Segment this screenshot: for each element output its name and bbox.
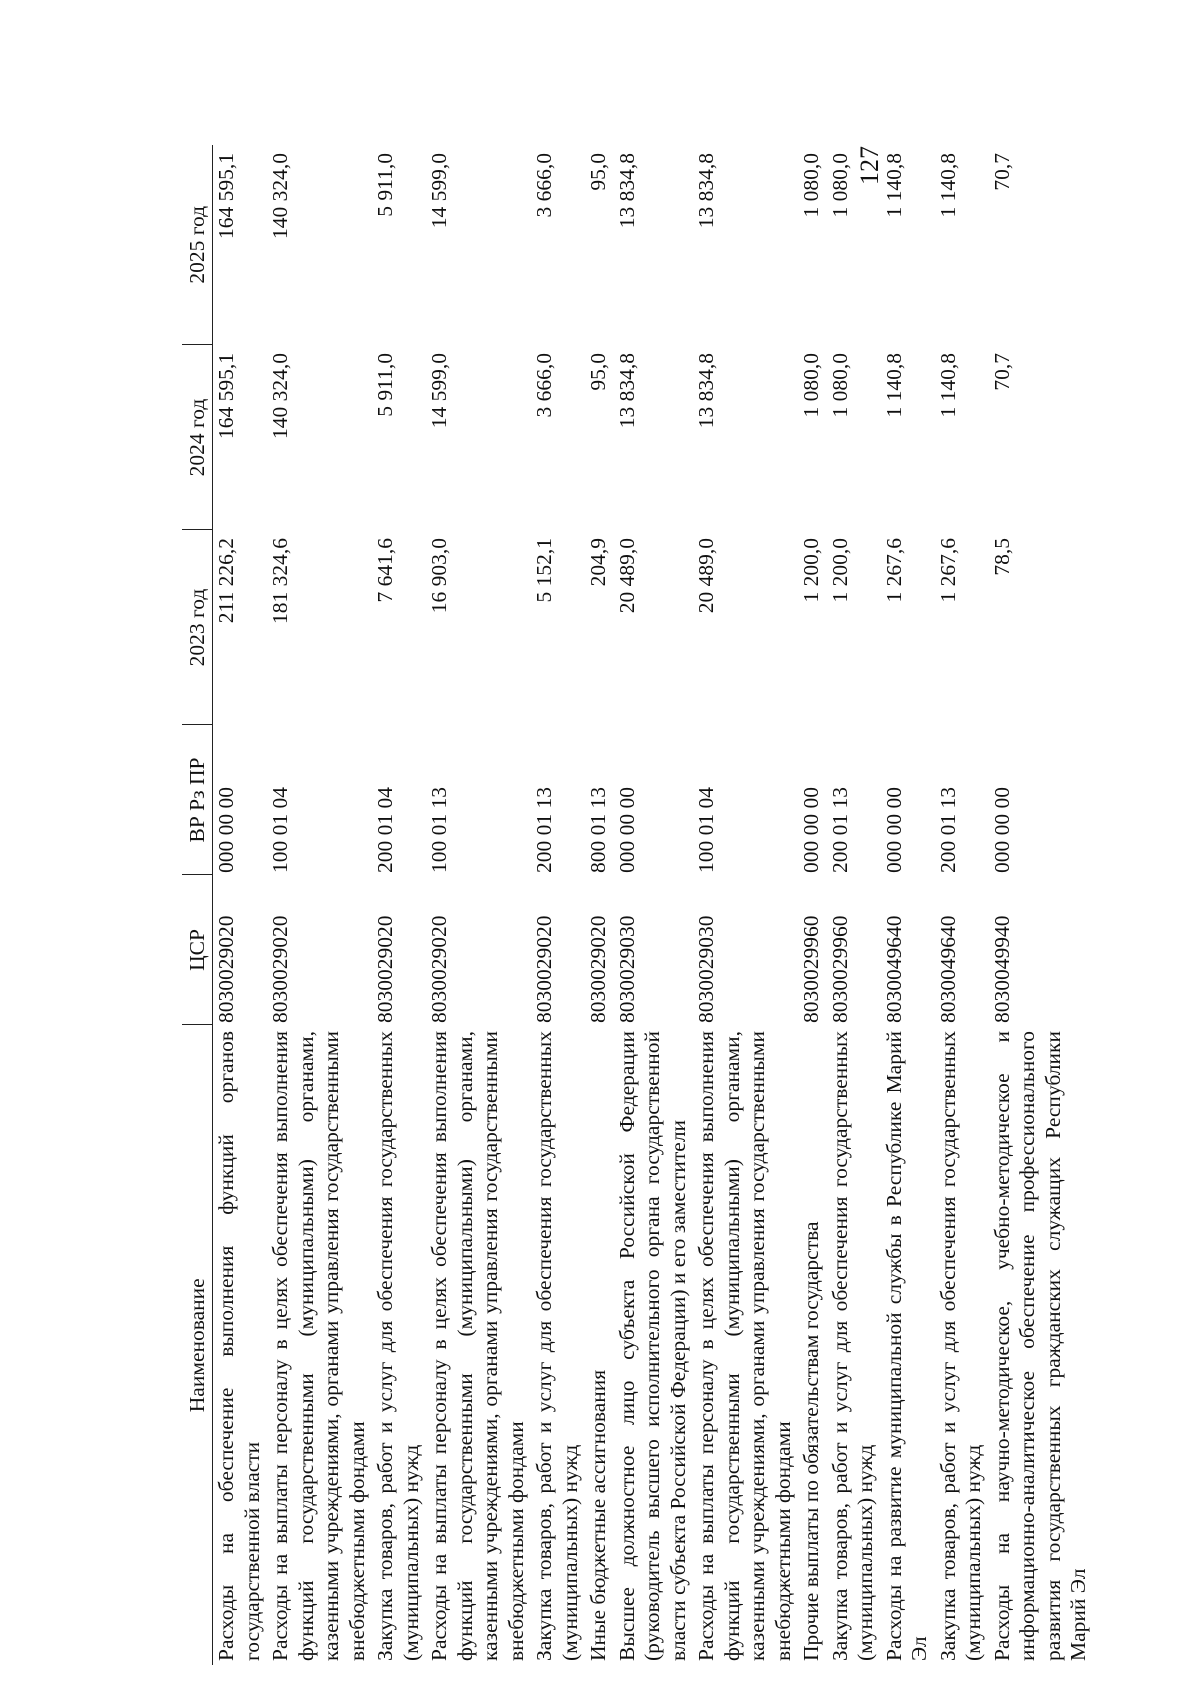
- table-row: [798, 145, 827, 1665]
- row-value-2023: 1 267,6: [881, 538, 906, 603]
- row-value-2025: 14 599,0: [427, 153, 451, 229]
- header-2025: 2025 год: [182, 145, 213, 345]
- row-name: Закупка товаров, работ и услуг для обеспечения государственных (муниципальных) нужд: [373, 1031, 423, 1661]
- table-row: [827, 145, 881, 1665]
- row-value-2024: 164 595,1: [214, 353, 238, 439]
- row-value-2024: 70,7: [989, 353, 1014, 391]
- row-value-2025: 95,0: [586, 153, 610, 191]
- row-value-2023: 1 200,0: [799, 538, 823, 603]
- row-csr: 8030029030: [614, 915, 639, 1023]
- row-name: Иные бюджетные ассигнования: [586, 1369, 610, 1661]
- table-body: [213, 145, 1094, 1665]
- row-value-2025: 13 834,8: [694, 153, 718, 229]
- row-name: Закупка товаров, работ и услуг для обеспечения государственных (муниципальных) нужд: [532, 1031, 582, 1661]
- table-row: [585, 145, 614, 1665]
- row-value-2024: 13 834,8: [614, 353, 639, 429]
- row-name: Закупка товаров, работ и услуг для обеспечения государственных (муниципальных) нужд: [935, 1031, 985, 1661]
- header-csr: ЦСР: [182, 875, 213, 1025]
- row-csr: 8030029020: [214, 915, 238, 1023]
- row-codes: 100 01 13: [427, 787, 451, 873]
- table-row: [693, 145, 798, 1665]
- table-row: [372, 145, 426, 1665]
- row-codes: 000 00 00: [799, 787, 823, 873]
- row-value-2023: 1 267,6: [935, 538, 960, 603]
- table-row: [989, 145, 1094, 1665]
- table-row: [213, 145, 268, 1665]
- row-csr: 8030029020: [427, 915, 451, 1023]
- row-value-2024: 5 911,0: [373, 353, 397, 417]
- row-csr: 8030029020: [373, 915, 397, 1023]
- row-value-2025: 13 834,8: [614, 153, 639, 229]
- row-codes: 200 01 13: [935, 787, 960, 873]
- row-value-2025: 140 324,0: [268, 153, 292, 239]
- row-value-2024: 1 140,8: [935, 353, 960, 418]
- row-value-2024: 1 080,0: [799, 353, 823, 418]
- row-codes: 100 01 04: [268, 787, 292, 873]
- budget-table-container: [182, 145, 1094, 1665]
- row-value-2025: 164 595,1: [214, 153, 238, 239]
- row-csr: 8030029030: [694, 915, 718, 1023]
- table-row: [531, 145, 585, 1665]
- header-vr-rz-pr: ВР Рз ПР: [182, 725, 213, 875]
- row-csr: 8030049640: [935, 915, 960, 1023]
- row-csr: 8030029020: [532, 915, 556, 1023]
- header-name: Наименование: [182, 1025, 213, 1665]
- row-name: Расходы на научно-методическое, учебно-методическое и информационно-аналитическое обеспечение профессионального развития государственных гражданских служащих Республики Марий Эл: [989, 1031, 1090, 1661]
- row-codes: 000 00 00: [881, 787, 906, 873]
- row-value-2025: 1 140,8: [935, 153, 960, 218]
- page-number: 127: [855, 146, 884, 185]
- row-csr: 8030029020: [586, 915, 610, 1023]
- row-value-2023: 181 324,6: [268, 538, 292, 624]
- row-codes: 200 01 13: [532, 787, 556, 873]
- row-name: Расходы на выплаты персоналу в целях обеспечения выполнения функций государственными (муниципальными) органами, казенными учреждениями, органами управления государственными внебюджетными фондами: [694, 1031, 795, 1661]
- header-2023: 2023 год: [182, 530, 213, 725]
- row-codes: 000 00 00: [614, 787, 639, 873]
- row-value-2024: 1 080,0: [827, 353, 852, 418]
- row-value-2024: 14 599,0: [427, 353, 451, 429]
- row-name: Расходы на развитие муниципальной службы в Республике Марий Эл: [881, 1031, 931, 1661]
- row-name: Прочие выплаты по обязательствам государства: [799, 1221, 823, 1661]
- row-codes: 000 00 00: [214, 787, 238, 873]
- row-name: Расходы на выплаты персоналу в целях обеспечения выполнения функций государственными (муниципальными) органами, казенными учреждениями, органами управления государственными внебюджетными фондами: [427, 1031, 528, 1661]
- table-row: [426, 145, 531, 1665]
- row-value-2023: 204,9: [586, 538, 610, 587]
- row-value-2023: 5 152,1: [532, 538, 556, 603]
- row-csr: 8030049640: [881, 915, 906, 1023]
- row-value-2025: 70,7: [989, 153, 1014, 191]
- table-row: [614, 145, 694, 1665]
- row-codes: 200 01 04: [373, 787, 397, 873]
- row-csr: 8030029960: [799, 915, 823, 1023]
- row-value-2023: 7 641,6: [373, 538, 397, 603]
- row-value-2023: 16 903,0: [427, 538, 451, 614]
- row-value-2025: 5 911,0: [373, 153, 397, 217]
- row-name: Закупка товаров, работ и услуг для обеспечения государственных (муниципальных) нужд: [827, 1031, 877, 1661]
- row-value-2025: 1 080,0: [827, 153, 852, 218]
- row-csr: 8030029020: [268, 915, 292, 1023]
- row-csr: 8030049940: [989, 915, 1014, 1023]
- table-row: [267, 145, 372, 1665]
- row-value-2024: 3 666,0: [532, 353, 556, 418]
- row-name: Расходы на обеспечение выполнения функций органов государственной власти: [214, 1031, 264, 1661]
- table-row: [935, 145, 989, 1665]
- row-value-2024: 13 834,8: [694, 353, 718, 429]
- row-name: Расходы на выплаты персоналу в целях обеспечения выполнения функций государственными (муниципальными) органами, казенными учреждениями, органами управления государственными внебюджетными фондами: [268, 1031, 369, 1661]
- row-value-2024: 1 140,8: [881, 353, 906, 418]
- row-value-2025: 1 080,0: [799, 153, 823, 218]
- row-value-2025: 3 666,0: [532, 153, 556, 218]
- row-value-2025: 1 140,8: [881, 153, 906, 218]
- table-row: [881, 145, 935, 1665]
- row-value-2023: 211 226,2: [214, 538, 238, 624]
- row-value-2024: 95,0: [586, 353, 610, 391]
- row-csr: 8030029960: [827, 915, 852, 1023]
- table-header-row: [182, 145, 213, 1665]
- row-codes: 000 00 00: [989, 787, 1014, 873]
- row-value-2023: 78,5: [989, 538, 1014, 576]
- row-codes: 200 01 13: [827, 787, 852, 873]
- header-2024: 2024 год: [182, 345, 213, 530]
- budget-table: [182, 145, 1094, 1665]
- row-value-2023: 20 489,0: [614, 538, 639, 614]
- row-value-2024: 140 324,0: [268, 353, 292, 439]
- row-value-2023: 20 489,0: [694, 538, 718, 614]
- row-codes: 100 01 04: [694, 787, 718, 873]
- row-name: Высшее должностное лицо субъекта Российской Федерации (руководитель высшего исполнительного органа государственной власти субъекта Российской Федерации) и его заместители: [614, 1031, 690, 1661]
- row-value-2023: 1 200,0: [827, 538, 852, 603]
- row-codes: 800 01 13: [586, 787, 610, 873]
